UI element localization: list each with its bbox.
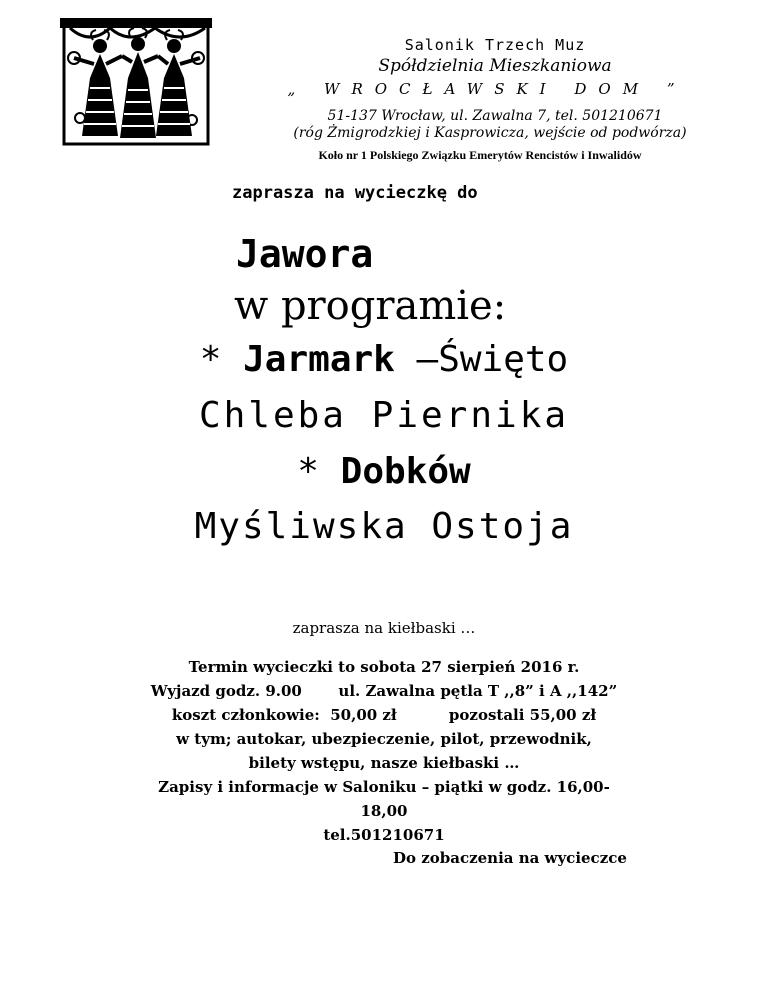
program-item-jarmark-subtitle: Chleba Piernika	[198, 395, 570, 436]
sausage-invite: zaprasza na kiełbaski …	[292, 619, 476, 637]
signup-line-2: 18,00	[360, 802, 408, 820]
program-item-dobkow-subtitle: Myśliwska Ostoja	[194, 506, 574, 547]
signup-line-1: Zapisy i informacje w Saloniku – piątki w godz. 16,00-	[158, 778, 610, 796]
salon-name: Salonik Trzech Muz	[404, 36, 586, 54]
departure-info: Wyjazd godz. 9.00 ul. Zawalna pętla T ,,8” i A ,,142”	[150, 682, 618, 700]
cooperative-title: „ WROCŁAWSKI DOM ”	[287, 80, 687, 98]
includes-line-1: w tym; autokar, ubezpieczenie, pilot, przewodnik,	[176, 730, 592, 748]
bullet-asterisk: *	[199, 339, 244, 380]
invite-heading: zaprasza na wycieczkę do	[232, 183, 478, 203]
phone-number: tel.501210671	[323, 826, 445, 844]
three-muses-logo-icon	[60, 18, 212, 148]
cost-info: koszt członkowie: 50,00 zł pozostali 55,00 zł	[171, 706, 597, 724]
destination-title: Jawora	[236, 232, 374, 276]
location-note: (róg Żmigrodzkiej i Kasprowicza, wejście od podwórza)	[293, 125, 687, 141]
program-item-dobkow	[0, 451, 768, 492]
cooperative-name: Spółdzielnia Mieszkaniowa	[378, 56, 612, 76]
jarmark-label: Jarmark	[243, 339, 395, 380]
trip-date: Termin wycieczki to sobota 27 sierpień 2016 r.	[188, 658, 580, 676]
bullet-asterisk: *	[297, 451, 341, 492]
dobkow-label: Dobków	[340, 451, 471, 492]
club-name: Koło nr 1 Polskiego Związku Emerytów Rencistów i Inwalidów	[318, 148, 642, 162]
includes-line-2: bilety wstępu, nasze kiełbaski …	[248, 754, 520, 772]
address-line: 51-137 Wrocław, ul. Zawalna 7, tel. 501210671	[327, 108, 663, 124]
program-item-jarmark	[0, 339, 768, 380]
closing-text: Do zobaczenia na wycieczce	[393, 849, 627, 867]
program-heading: w programie:	[234, 283, 507, 329]
jarmark-rest: –Święto	[394, 339, 569, 380]
